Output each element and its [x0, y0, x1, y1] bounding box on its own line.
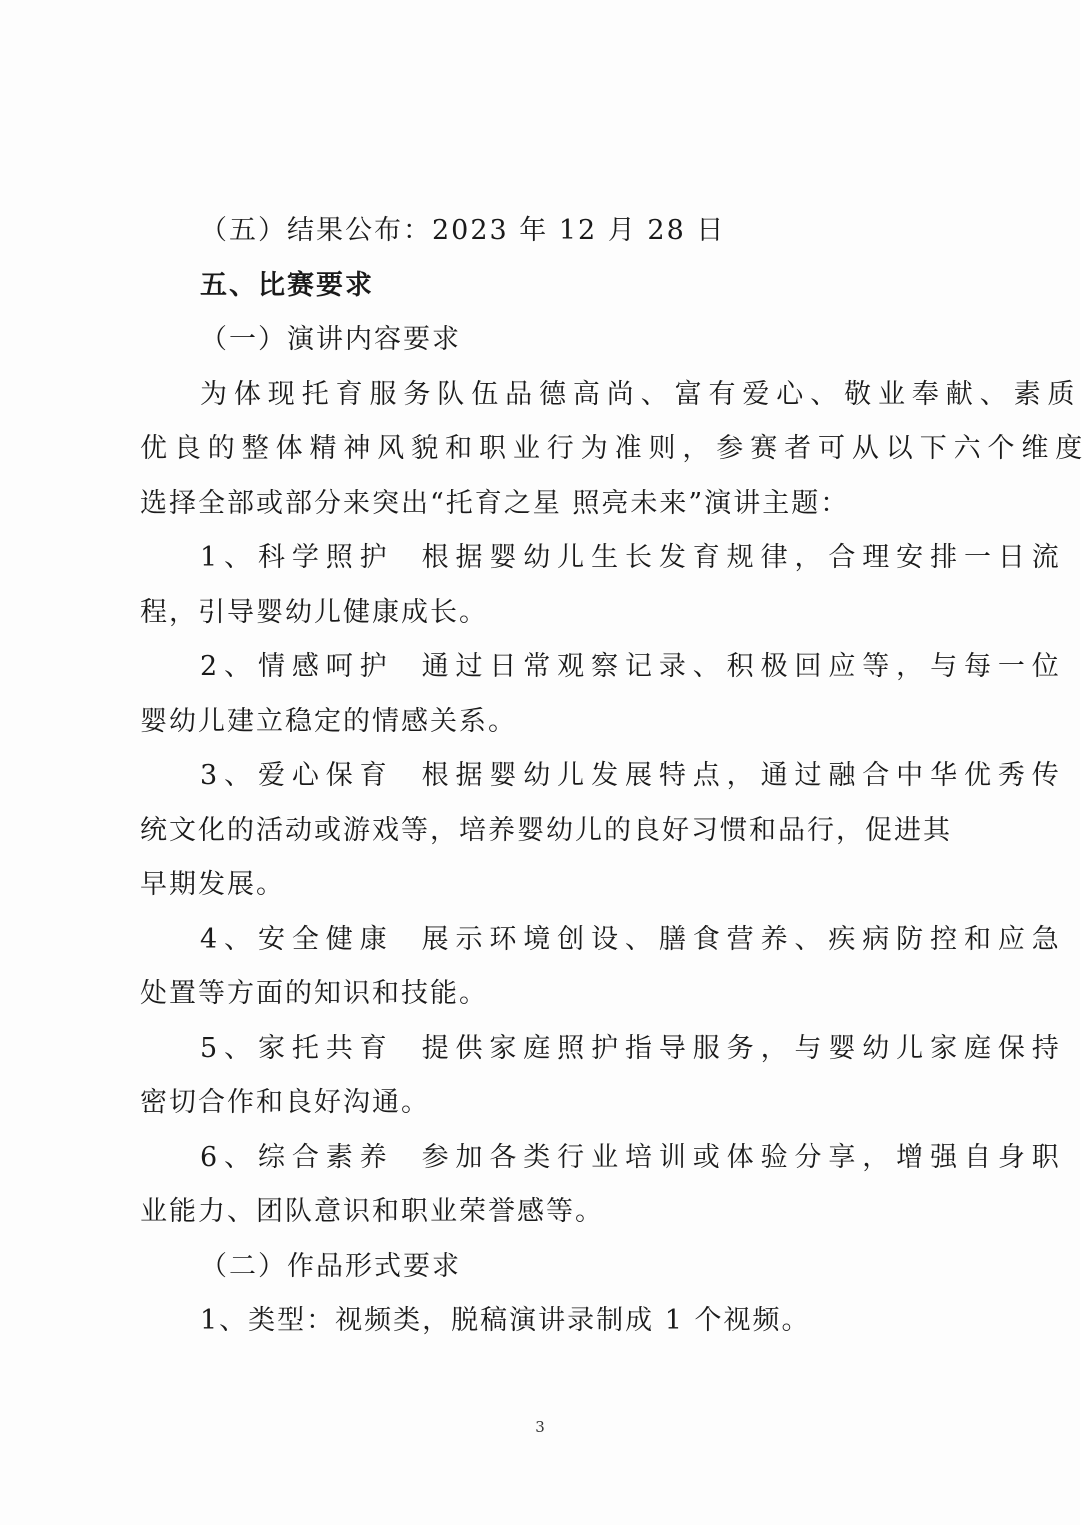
result-announcement-line: （五）结果公布：2023 年 12 月 28 日: [200, 215, 726, 246]
paragraph-line: 早期发展。: [140, 869, 285, 900]
document-body: [140, 204, 1089, 1349]
list-item-text: 根据婴幼儿发展特点，通过融合中华优秀传: [421, 760, 1066, 791]
list-item-title: 1、科学照护: [200, 542, 394, 573]
list-item-text: 展示环境创设、膳食营养、疾病防控和应急: [421, 923, 1066, 955]
paragraph-line: 优良的整体精神风貌和职业行为准则，参赛者可从以下六个维度: [140, 433, 1089, 464]
list-item-text: 参加各类行业培训或体验分享，增强自身职: [421, 1141, 1066, 1173]
list-item-text: 通过日常观察记录、积极回应等，与每一位: [421, 651, 1066, 682]
paragraph-line: 密切合作和良好沟通。: [140, 1087, 430, 1118]
list-item-title: 5、家托共育: [200, 1032, 394, 1064]
list-item-title: 4、安全健康: [200, 923, 394, 955]
list-item-title: 6、综合素养: [200, 1141, 394, 1173]
list-item-title: 2、情感呵护: [200, 651, 394, 682]
paragraph-line: 统文化的活动或游戏等，培养婴幼儿的良好习惯和品行，促进其: [140, 814, 952, 846]
list-item: [140, 1022, 1066, 1077]
list-item-text: 提供家庭照护指导服务，与婴幼儿家庭保持: [421, 1032, 1066, 1064]
subsection-heading: （一）演讲内容要求: [200, 324, 461, 355]
subsection-heading: （二）作品形式要求: [200, 1250, 461, 1282]
paragraph-line: 选择全部或部分来突出“托育之星 照亮未来”演讲主题：: [140, 487, 850, 519]
list-item: [140, 531, 1066, 586]
paragraph-line: 处置等方面的知识和技能。: [140, 978, 488, 1009]
paragraph-line: 业能力、团队意识和职业荣誉感等。: [140, 1196, 604, 1227]
paragraph-line: 程，引导婴幼儿健康成长。: [140, 596, 488, 628]
list-item: [140, 640, 1066, 695]
list-item-text: 根据婴幼儿生长发育规律，合理安排一日流: [421, 542, 1066, 573]
list-item: [140, 913, 1066, 968]
list-item-title: 3、爱心保育: [200, 760, 394, 791]
section-heading: 五、比赛要求: [200, 269, 374, 301]
paragraph-line: 1、类型：视频类，脱稿演讲录制成 1 个视频。: [200, 1305, 811, 1336]
page-number: 3: [535, 1418, 545, 1436]
list-item: [140, 749, 1066, 804]
paragraph-line: 为体现托育服务队伍品德高尚、富有爱心、敬业奉献、素质: [200, 378, 1082, 410]
paragraph-line: 婴幼儿建立稳定的情感关系。: [140, 705, 517, 737]
list-item: [140, 1131, 1066, 1186]
